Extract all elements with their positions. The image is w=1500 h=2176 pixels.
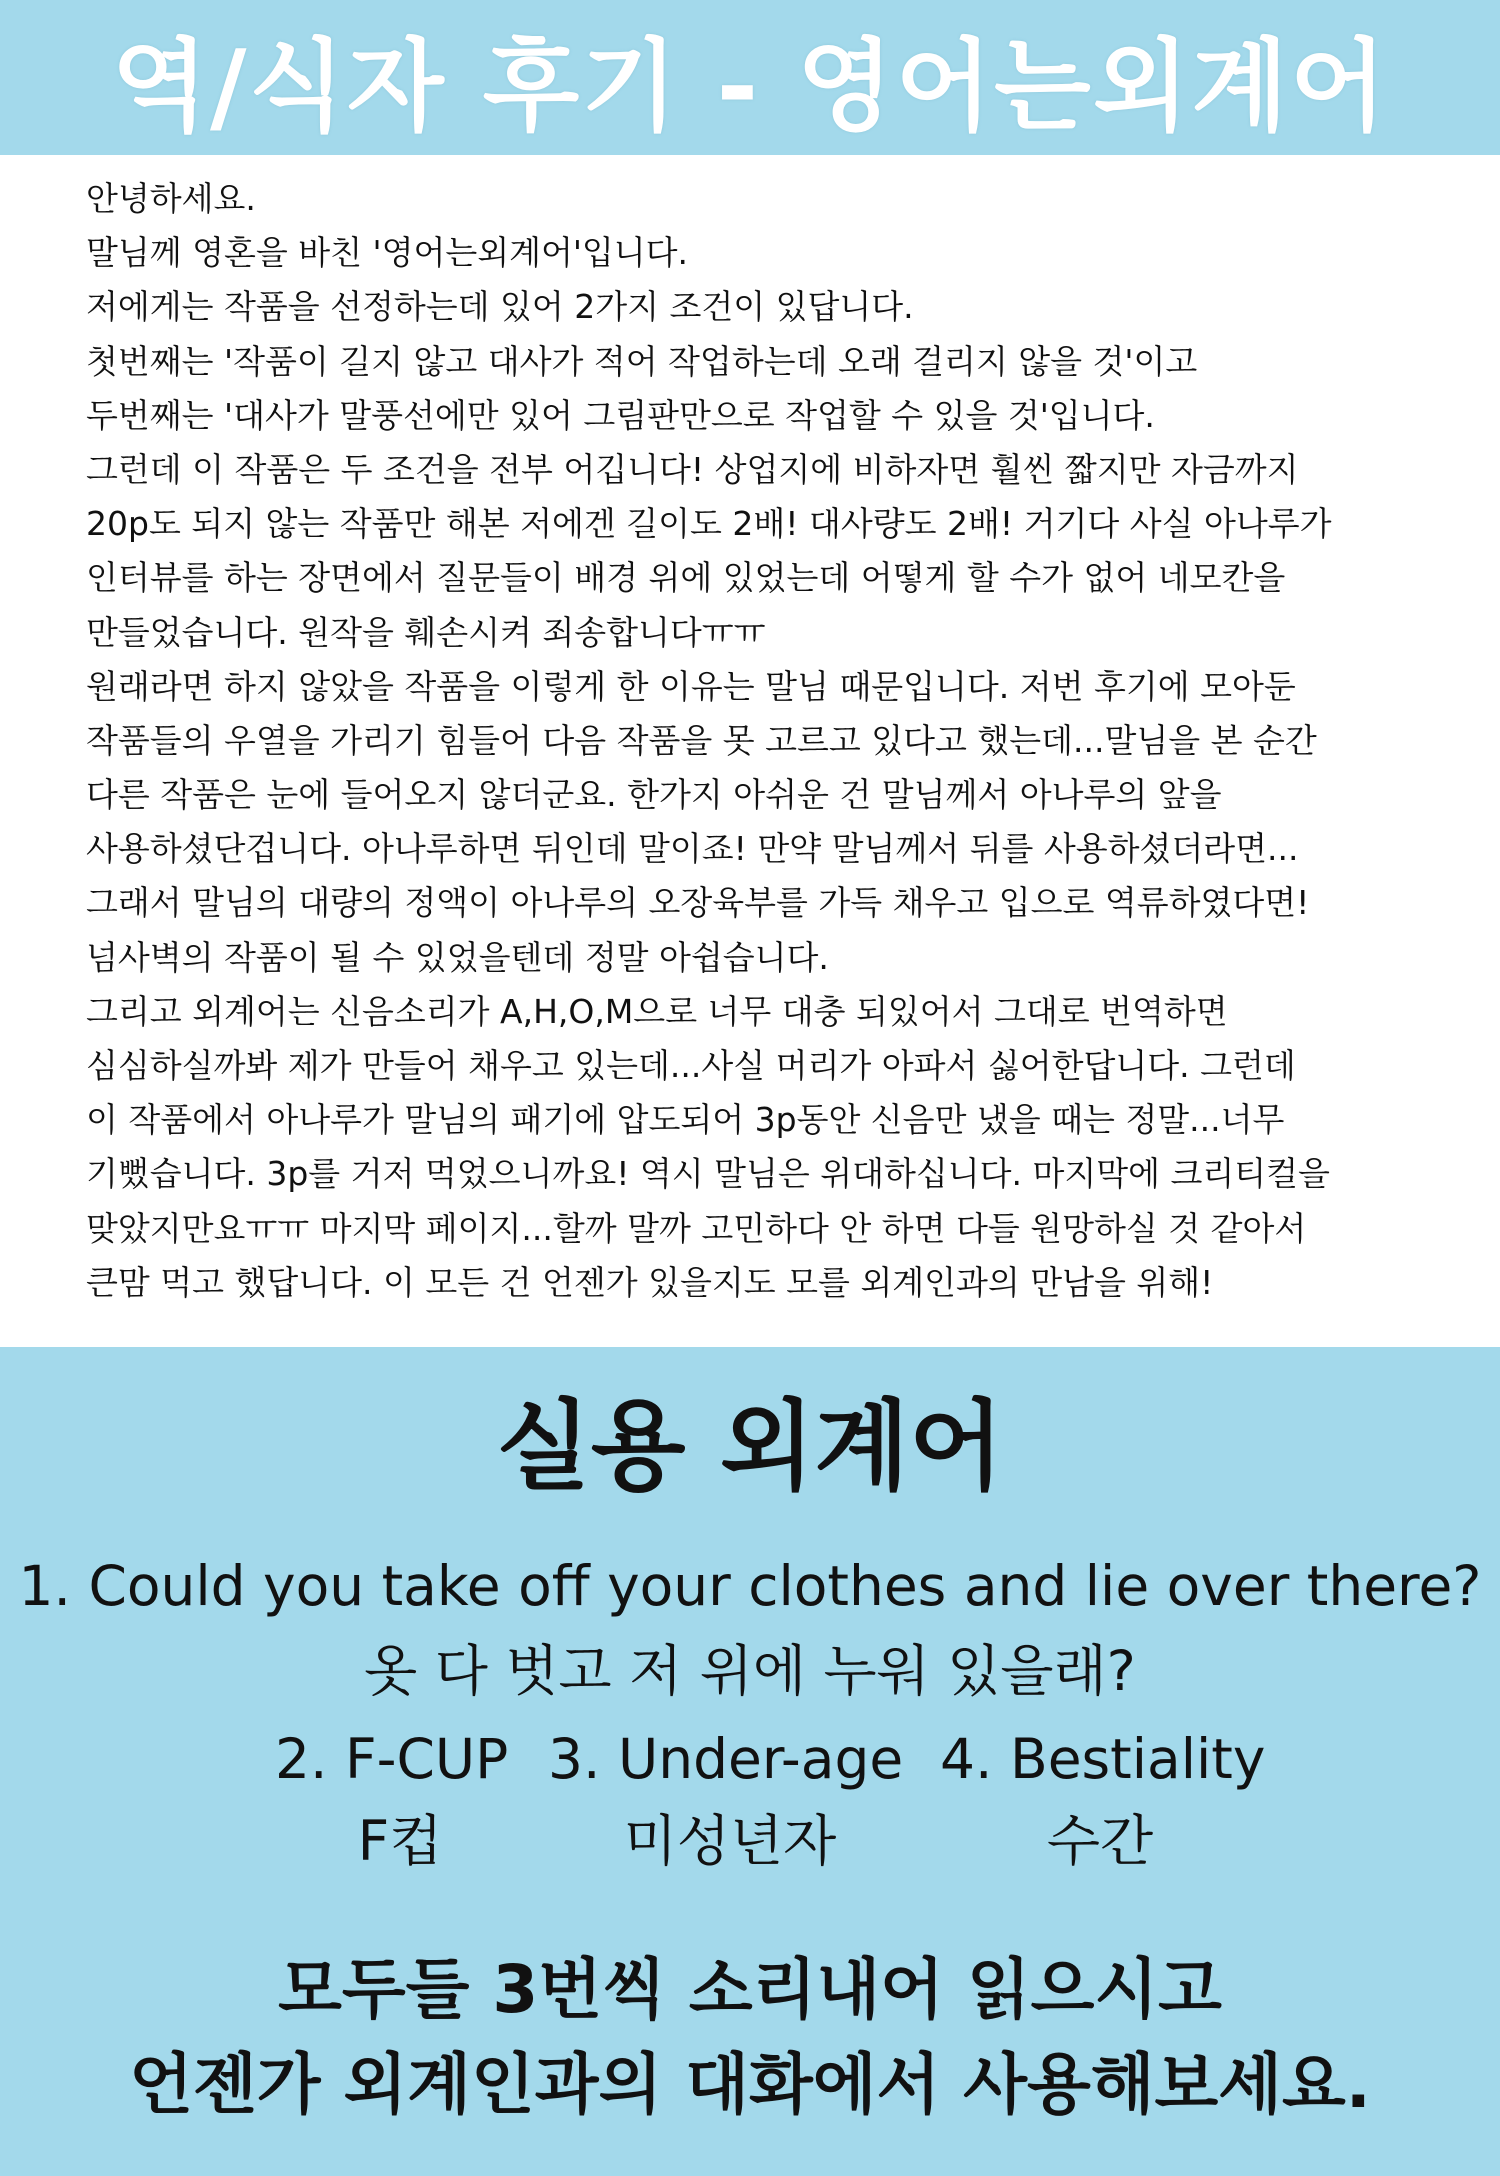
review-text-panel bbox=[0, 155, 1500, 1347]
header-banner bbox=[0, 0, 1500, 155]
text-line: 맞았지만요ㅠㅠ 마지막 페이지...할까 말까 고민하다 안 하면 다들 원망하실 것 같아서 bbox=[86, 1208, 1307, 1248]
text-line: 저에게는 작품을 선정하는데 있어 2가지 조건이 있답니다. bbox=[86, 287, 914, 327]
term-english: 2. F-CUP bbox=[275, 1727, 509, 1791]
text-line: 심심하실까봐 제가 만들어 채우고 있는데...사실 머리가 아파서 싫어한답니다. 그런데 bbox=[86, 1046, 1296, 1085]
text-line: 말님께 영혼을 바친 '영어는외계어'입니다. bbox=[86, 233, 689, 273]
text-line: 그래서 말님의 대량의 정액이 아나루의 오장육부를 가득 채우고 입으로 역류하였다면! bbox=[86, 883, 1310, 923]
text-line: 그런데 이 작품은 두 조건을 전부 어깁니다! 상업지에 비하자면 훨씬 짧지만 자금까지 bbox=[86, 449, 1299, 489]
term-korean: 미성년자 bbox=[623, 1809, 837, 1873]
text-line: 작품들의 우열을 가리기 힘들어 다음 작품을 못 고르고 있다고 했는데...말님을 본 순간 bbox=[86, 720, 1317, 760]
text-line: 그리고 외계어는 신음소리가 A,H,O,M으로 너무 대충 되있어서 그대로 번역하면 bbox=[86, 991, 1228, 1031]
page-title: 역/식자 후기 - 영어는외계어 bbox=[111, 27, 1389, 145]
phrase-korean: 옷 다 벗고 저 위에 누워 있을래? bbox=[364, 1639, 1136, 1703]
text-line: 첫번째는 '작품이 길지 않고 대사가 적어 작업하는데 오래 걸리지 않을 것'이고 bbox=[86, 341, 1198, 381]
glossary-section bbox=[0, 1347, 1500, 2176]
review-text bbox=[86, 172, 1486, 1310]
text-line: 안녕하세요. bbox=[86, 179, 256, 218]
text-line: 큰맘 먹고 했답니다. 이 모든 건 언젠가 있을지도 모를 외계인과의 만남을 위해! bbox=[86, 1262, 1214, 1302]
text-line: 사용하셨단겁니다. 아나루하면 뒤인데 말이죠! 만약 말님께서 뒤를 사용하셨더라면... bbox=[86, 829, 1299, 869]
text-line: 20p도 되지 않는 작품만 해본 저에겐 길이도 2배! 대사량도 2배! 거기다 사실 아나루가 bbox=[86, 504, 1332, 544]
text-line: 다른 작품은 눈에 들어오지 않더군요. 한가지 아쉬운 건 말님께서 아나루의 앞을 bbox=[86, 775, 1222, 815]
term-english: 4. Bestiality bbox=[940, 1727, 1266, 1791]
closing-line: 모두들 3번씩 소리내어 읽으시고 bbox=[278, 1951, 1222, 2028]
term-korean: 수간 bbox=[1046, 1809, 1154, 1873]
text-line: 만들었습니다. 원작을 훼손시켜 죄송합니다ㅠㅠ bbox=[86, 612, 766, 652]
text-line: 인터뷰를 하는 장면에서 질문들이 배경 위에 있었는데 어떻게 할 수가 없어 네모칸을 bbox=[86, 558, 1286, 598]
text-line: 원래라면 하지 않았을 작품을 이렇게 한 이유는 말님 때문입니다. 저번 후기에 모아둔 bbox=[86, 666, 1296, 706]
text-line: 이 작품에서 아나루가 말님의 패기에 압도되어 3p동안 신음만 냈을 때는 정말...너무 bbox=[86, 1100, 1285, 1140]
phrase-english: 1. Could you take off your clothes and lie over there? bbox=[18, 1554, 1482, 1618]
text-line: 기뻤습니다. 3p를 거저 먹었으니까요! 역시 말님은 위대하십니다. 마지막에 크리티컬을 bbox=[86, 1154, 1330, 1194]
term-english: 3. Under-age bbox=[548, 1727, 904, 1791]
closing-line: 언젠가 외계인과의 대화에서 사용해보세요. bbox=[129, 2046, 1371, 2123]
term-korean: F컵 bbox=[357, 1809, 443, 1873]
text-line: 두번째는 '대사가 말풍선에만 있어 그림판만으로 작업할 수 있을 것'입니다. bbox=[86, 395, 1155, 435]
text-line: 넘사벽의 작품이 될 수 있었을텐데 정말 아쉽습니다. bbox=[86, 937, 829, 977]
glossary-title: 실용 외계어 bbox=[496, 1390, 1004, 1504]
